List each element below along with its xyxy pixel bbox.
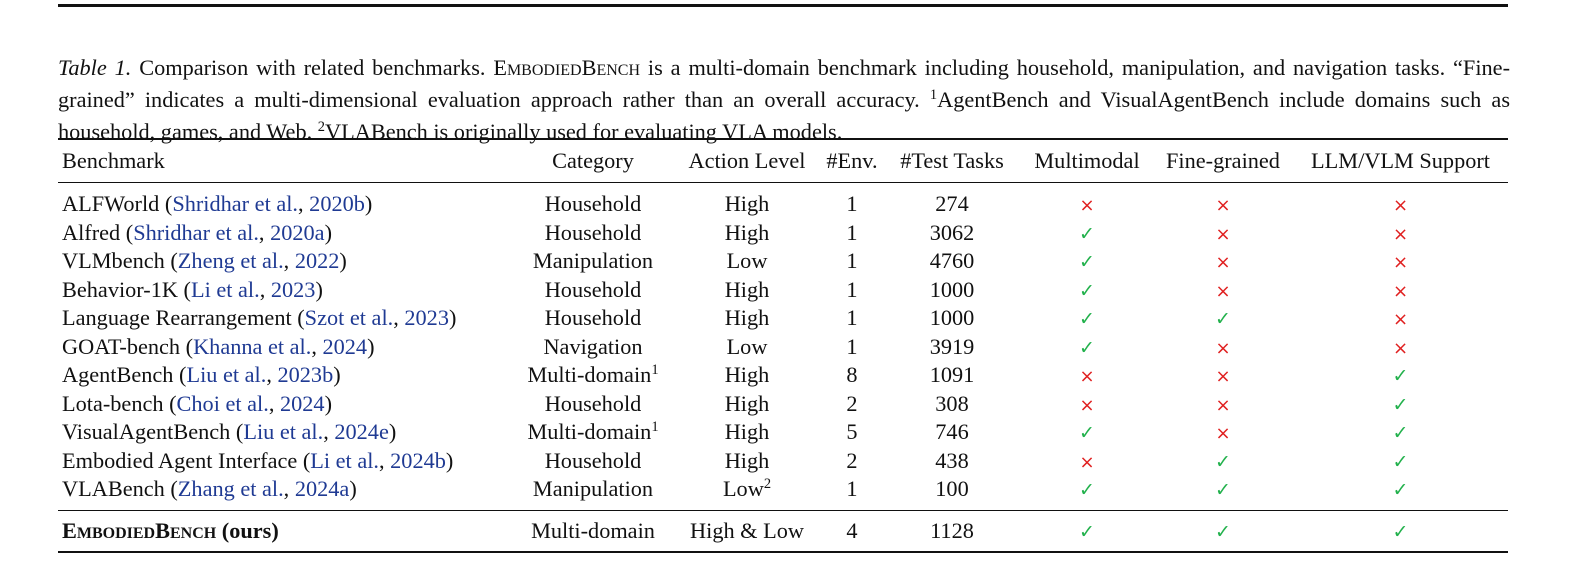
multimodal-cell — [1021, 475, 1153, 510]
cross-icon: × — [1079, 394, 1095, 416]
cross-icon: × — [1392, 280, 1409, 302]
benchmark-cell: VisualAgentBench (Liu et al., 2024e) — [62, 419, 397, 445]
table-caption — [58, 52, 1510, 148]
check-icon: ✓ — [1392, 393, 1409, 416]
action-level-cell — [673, 276, 821, 305]
citation-link-author[interactable]: Khanna et al. — [193, 333, 312, 359]
action-level-cell — [673, 183, 821, 219]
check-icon: ✓ — [1215, 479, 1231, 502]
table-row — [58, 447, 1508, 476]
citation-link-author[interactable]: Liu et al. — [243, 419, 324, 445]
category-cell — [513, 276, 673, 305]
check-icon: ✓ — [1079, 520, 1095, 543]
fine-grained-cell — [1153, 333, 1293, 362]
benchmark-cell: Lota-bench (Choi et al., 2024) — [62, 390, 332, 416]
fine-grained-cell — [1153, 418, 1293, 447]
action-level-value: High — [724, 276, 770, 302]
action-level-value: High — [724, 191, 770, 217]
test-task-count: 3919 — [929, 333, 975, 359]
multimodal-cell — [1021, 219, 1153, 248]
caption-benchmark-name: EmbodiedBench — [493, 55, 641, 81]
category-cell — [513, 183, 673, 219]
benchmark-cell: Behavior-1K (Li et al., 2023) — [62, 276, 323, 302]
check-icon: ✓ — [1079, 336, 1095, 359]
header-env: #Env. — [821, 139, 883, 183]
multimodal-cell — [1021, 183, 1153, 219]
llm-vlm-support-cell — [1293, 418, 1508, 447]
benchmark-name: Lota-bench — [62, 390, 164, 416]
env-count: 1 — [846, 276, 858, 302]
caption-text-2: is a multi-domain benchmark including household, manipulation, and navigation tasks. “Fine-grained” indicates a multi-dimensional evaluation approach rather than an overall accuracy. — [58, 55, 1510, 113]
comparison-table — [58, 138, 1508, 553]
llm-vlm-support-cell — [1293, 475, 1508, 510]
footnote-mark-2: 2 — [317, 119, 325, 136]
benchmark-name: Behavior-1K — [62, 276, 178, 302]
action-level-value: High — [724, 362, 770, 388]
fine-grained-cell — [1153, 247, 1293, 276]
env-count: 2 — [846, 390, 858, 416]
env-count: 1 — [846, 219, 858, 245]
cross-icon: × — [1079, 451, 1095, 473]
category-value: Household — [544, 191, 642, 217]
ours-test-tasks: 1128 — [883, 510, 1021, 552]
ours-benchmark-name: EmbodiedBench — [62, 517, 217, 543]
footnote-text-2: VLABench is originally used for evaluating VLA models. — [325, 119, 843, 145]
benchmark-cell: Alfred (Shridhar et al., 2020a) — [62, 219, 332, 245]
check-icon: ✓ — [1079, 479, 1095, 502]
citation-link-year[interactable]: 2020b — [309, 191, 365, 217]
category-value: Manipulation — [532, 248, 654, 274]
check-icon: ✓ — [1079, 308, 1095, 331]
llm-vlm-support-cell — [1293, 390, 1508, 419]
citation-link-year[interactable]: 2024 — [279, 390, 325, 416]
multimodal-cell — [1021, 447, 1153, 476]
ours-llm-vlm-support — [1293, 510, 1508, 552]
header-test-tasks: #Test Tasks — [883, 139, 1021, 183]
ours-suffix: (ours) — [216, 517, 279, 543]
llm-vlm-support-cell — [1293, 219, 1508, 248]
benchmark-name: VisualAgentBench — [62, 419, 231, 445]
category-cell — [513, 390, 673, 419]
cross-icon: × — [1215, 337, 1231, 359]
category-cell — [513, 475, 673, 510]
cross-icon: × — [1215, 223, 1231, 245]
caption-label: Table 1. — [58, 55, 132, 81]
table-row — [58, 475, 1508, 510]
category-cell — [513, 247, 673, 276]
env-count: 1 — [846, 305, 858, 331]
citation-link-year[interactable]: 2024b — [390, 447, 446, 473]
cross-icon: × — [1392, 252, 1409, 274]
ours-action-level: High & Low — [673, 510, 821, 552]
env-count: 1 — [846, 248, 858, 274]
check-icon: ✓ — [1392, 520, 1409, 543]
citation-link-year[interactable]: 2020a — [270, 219, 325, 245]
cross-icon: × — [1392, 195, 1409, 217]
citation-link-year[interactable]: 2024a — [294, 476, 350, 502]
benchmark-cell: VLMbench (Zheng et al., 2022) — [62, 248, 347, 274]
citation-link-year[interactable]: 2024 — [322, 333, 368, 359]
fine-grained-cell — [1153, 361, 1293, 390]
action-level-value: High — [724, 305, 770, 331]
check-icon: ✓ — [1079, 222, 1095, 245]
ours-fine-grained — [1153, 510, 1293, 552]
check-icon: ✓ — [1392, 479, 1409, 502]
check-icon: ✓ — [1215, 308, 1231, 331]
cross-icon: × — [1079, 195, 1095, 217]
action-level-value: High — [724, 447, 770, 473]
llm-vlm-support-cell — [1293, 333, 1508, 362]
citation-link-year[interactable]: 2023 — [404, 305, 449, 331]
benchmark-name: VLMbench — [62, 248, 165, 274]
footnote-ref: 2 — [763, 476, 772, 493]
table-row — [58, 276, 1508, 305]
action-level-value: Low — [722, 476, 764, 502]
env-count: 5 — [846, 419, 858, 445]
citation-link-year[interactable]: 2023 — [270, 276, 316, 302]
cross-icon: × — [1215, 394, 1231, 416]
action-level-value: High — [724, 419, 770, 445]
test-task-count: 1091 — [929, 362, 975, 388]
cross-icon: × — [1215, 195, 1231, 217]
top-rule — [58, 4, 1508, 7]
action-level-cell — [673, 304, 821, 333]
citation-link-author[interactable]: Shridhar et al. — [172, 191, 299, 217]
category-value: Household — [544, 305, 642, 331]
citation-link-author[interactable]: Zhang et al. — [177, 476, 284, 502]
citation-link-year[interactable]: 2022 — [294, 248, 340, 274]
benchmark-name: Language Rearrangement — [62, 305, 292, 331]
category-value: Household — [544, 390, 642, 416]
table-row — [58, 183, 1508, 219]
table-row — [58, 333, 1508, 362]
table-row — [58, 304, 1508, 333]
cross-icon: × — [1215, 280, 1231, 302]
category-value: Household — [544, 276, 642, 302]
benchmark-name: AgentBench — [62, 362, 174, 388]
env-count: 8 — [846, 362, 858, 388]
cross-icon: × — [1079, 366, 1095, 388]
test-task-count: 438 — [935, 447, 969, 473]
table-row — [58, 418, 1508, 447]
multimodal-cell — [1021, 390, 1153, 419]
header-llm-vlm-support: LLM/VLM Support — [1293, 139, 1508, 183]
fine-grained-cell — [1153, 219, 1293, 248]
action-level-cell — [673, 361, 821, 390]
check-icon: ✓ — [1215, 520, 1231, 543]
table-row — [58, 361, 1508, 390]
citation-link-author[interactable]: Choi et al. — [176, 390, 269, 416]
cross-icon: × — [1392, 223, 1409, 245]
cross-icon: × — [1215, 252, 1231, 274]
env-count: 1 — [846, 476, 858, 502]
test-task-count: 1000 — [929, 305, 975, 331]
header-multimodal: Multimodal — [1021, 139, 1153, 183]
citation-link-author[interactable]: Shridhar et al. — [133, 219, 259, 245]
ours-multimodal — [1021, 510, 1153, 552]
cross-icon: × — [1215, 423, 1231, 445]
benchmark-name: Alfred — [62, 219, 121, 245]
cross-icon: × — [1392, 309, 1409, 331]
fine-grained-cell — [1153, 304, 1293, 333]
multimodal-cell — [1021, 304, 1153, 333]
benchmark-name: VLABench — [62, 476, 165, 502]
check-icon: ✓ — [1392, 422, 1409, 445]
benchmark-cell: Language Rearrangement (Szot et al., 2023) — [62, 305, 457, 331]
footnote-ref: 1 — [651, 362, 659, 379]
llm-vlm-support-cell — [1293, 183, 1508, 219]
benchmark-cell: Embodied Agent Interface (Li et al., 2024b) — [62, 447, 454, 473]
category-cell — [513, 333, 673, 362]
footnote-mark-1: 1 — [929, 87, 938, 104]
citation-link-author[interactable]: Liu et al. — [186, 362, 267, 388]
action-level-cell — [673, 475, 821, 510]
test-task-count: 1000 — [929, 276, 975, 302]
citation-link-author[interactable]: Szot et al. — [304, 305, 394, 331]
env-count: 1 — [846, 333, 858, 359]
check-icon: ✓ — [1079, 422, 1095, 445]
table-row — [58, 247, 1508, 276]
check-icon: ✓ — [1079, 251, 1095, 274]
ours-benchmark-cell — [58, 510, 513, 552]
table-body — [58, 183, 1508, 511]
multimodal-cell — [1021, 333, 1153, 362]
multimodal-cell — [1021, 418, 1153, 447]
ours-env: 4 — [821, 510, 883, 552]
benchmark-cell: AgentBench (Liu et al., 2023b) — [62, 362, 341, 388]
footnote-ref: 1 — [651, 419, 659, 436]
category-value: Household — [544, 219, 642, 245]
category-value: Manipulation — [532, 476, 654, 502]
category-value: Navigation — [543, 333, 643, 359]
benchmark-name: ALFWorld — [62, 191, 160, 217]
footnote-text-1: AgentBench and VisualAgentBench include domains such as household, games, and Web. — [58, 87, 1510, 145]
llm-vlm-support-cell — [1293, 247, 1508, 276]
test-task-count: 4760 — [929, 248, 975, 274]
test-task-count: 100 — [935, 476, 969, 502]
check-icon: ✓ — [1392, 365, 1409, 388]
benchmark-cell: VLABench (Zhang et al., 2024a) — [62, 476, 357, 502]
multimodal-cell — [1021, 247, 1153, 276]
caption-text-1: Comparison with related benchmarks. — [131, 55, 494, 81]
citation-link-author[interactable]: Zheng et al. — [177, 248, 284, 274]
citation-link-author[interactable]: Li et al. — [190, 276, 260, 302]
check-icon: ✓ — [1392, 450, 1409, 473]
category-cell — [513, 361, 673, 390]
env-count: 2 — [846, 447, 858, 473]
category-cell — [513, 304, 673, 333]
action-level-cell — [673, 447, 821, 476]
multimodal-cell — [1021, 276, 1153, 305]
ours-row — [58, 510, 1508, 552]
category-cell — [513, 219, 673, 248]
multimodal-cell — [1021, 361, 1153, 390]
test-task-count: 3062 — [929, 219, 975, 245]
cross-icon: × — [1392, 337, 1409, 359]
header-category: Category — [513, 139, 673, 183]
category-value: Multi-domain — [527, 362, 652, 388]
fine-grained-cell — [1153, 276, 1293, 305]
llm-vlm-support-cell — [1293, 447, 1508, 476]
citation-link-year[interactable]: 2023b — [277, 362, 334, 388]
action-level-value: Low — [726, 248, 768, 274]
env-count: 1 — [846, 191, 858, 217]
benchmark-cell: ALFWorld (Shridhar et al., 2020b) — [62, 191, 373, 217]
header-benchmark: Benchmark — [58, 139, 513, 183]
benchmark-cell: GOAT-bench (Khanna et al., 2024) — [62, 333, 375, 359]
category-value: Multi-domain — [527, 419, 652, 445]
test-task-count: 308 — [935, 390, 969, 416]
test-task-count: 746 — [935, 419, 969, 445]
llm-vlm-support-cell — [1293, 361, 1508, 390]
category-cell — [513, 447, 673, 476]
category-cell — [513, 418, 673, 447]
citation-link-author[interactable]: Li et al. — [310, 447, 379, 473]
benchmark-name: Embodied Agent Interface — [62, 447, 298, 473]
cross-icon: × — [1215, 366, 1231, 388]
citation-link-year[interactable]: 2024e — [334, 419, 389, 445]
action-level-value: High — [724, 219, 770, 245]
llm-vlm-support-cell — [1293, 304, 1508, 333]
action-level-cell — [673, 247, 821, 276]
table-row — [58, 219, 1508, 248]
header-action-level: Action Level — [673, 139, 821, 183]
check-icon: ✓ — [1215, 450, 1231, 473]
fine-grained-cell — [1153, 447, 1293, 476]
category-value: Household — [544, 447, 642, 473]
header-row — [58, 139, 1508, 183]
action-level-value: High — [724, 390, 770, 416]
action-level-cell — [673, 333, 821, 362]
action-level-cell — [673, 219, 821, 248]
action-level-value: Low — [726, 333, 768, 359]
table-row — [58, 390, 1508, 419]
fine-grained-cell — [1153, 390, 1293, 419]
ours-category: Multi-domain — [513, 510, 673, 552]
fine-grained-cell — [1153, 475, 1293, 510]
check-icon: ✓ — [1079, 279, 1095, 302]
benchmark-name: GOAT-bench — [62, 333, 181, 359]
llm-vlm-support-cell — [1293, 276, 1508, 305]
action-level-cell — [673, 390, 821, 419]
header-fine-grained: Fine-grained — [1153, 139, 1293, 183]
fine-grained-cell — [1153, 183, 1293, 219]
action-level-cell — [673, 418, 821, 447]
test-task-count: 274 — [935, 191, 969, 217]
